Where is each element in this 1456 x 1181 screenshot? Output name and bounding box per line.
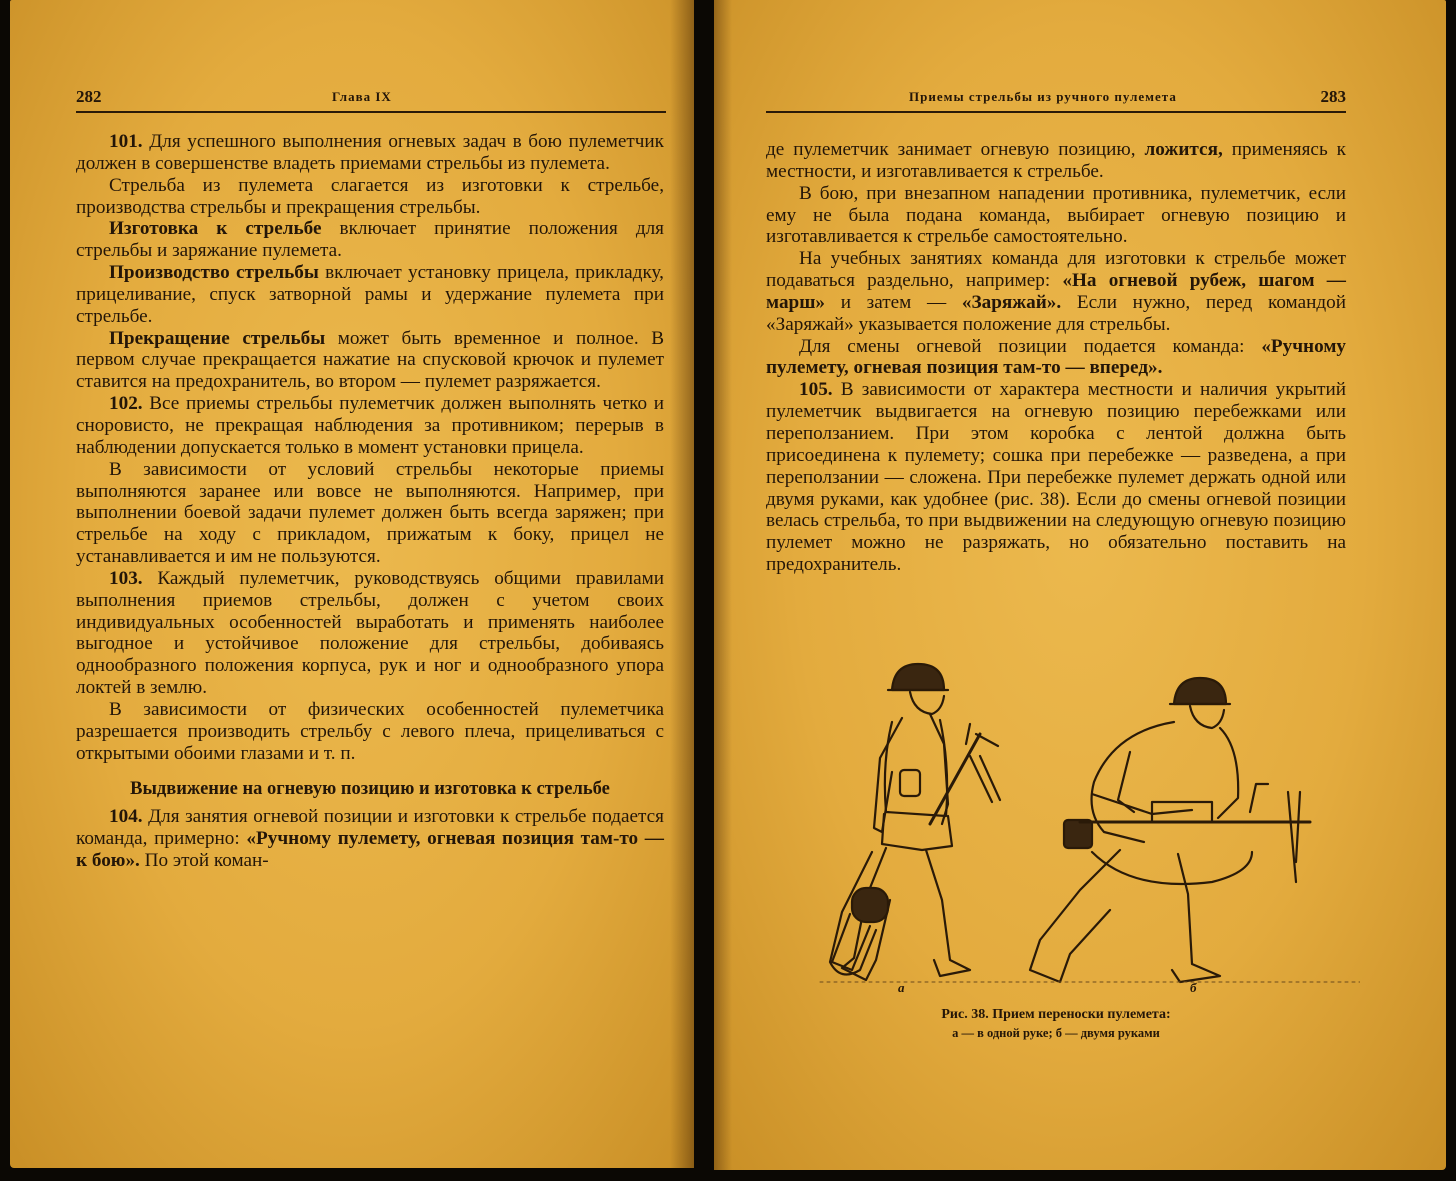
paragraph-text: Для смены огневой позиции подается команда: (799, 335, 1262, 357)
paragraph-text: де пулеметчик занимает огневую позицию, (766, 139, 1145, 160)
paragraph-number: 101. (109, 131, 143, 152)
paragraph-text: применяясь к местности, и изготавливается к стрельбе. (766, 139, 1346, 182)
gutter-shadow (670, 0, 694, 1168)
command-text: «Ручному пулемету, огневая позиция там-то — вперед». (766, 335, 1346, 379)
caption-title: Рис. 38. Прием переноски пулемета: (941, 1007, 1171, 1022)
figure-label-b: б (1190, 980, 1197, 995)
paragraph-105 (766, 379, 1346, 576)
paragraph-text: В зависимости от характера местности и наличия укрытий пулеметчик выдвигается на огневую позицию перебежками или переползанием. При этом коробка с лентой должна быть присоединена к пулемету; сошка при перебежке — разведена, а при переползании — сложена. При перебежке пулемет держать одной или двумя руками, как удобнее (рис. 38). Если до смены огневой позиции велась стрельба, то при выдвижении на следующую огневую позицию пулемет можно не разряжать, но обязательно поставить на предохранитель. (766, 379, 1346, 576)
paragraph-text: На учебных занятиях команда для изготовки к стрельбе может подаваться раздельно, например: (766, 248, 1346, 292)
paragraph-101 (76, 131, 664, 175)
right-page (714, 0, 1446, 1170)
paragraph-text: Каждый пулеметчик, руководствуясь общими правилами выполнения приемов стрельбы, должен с учетом своих индивидуальных особенностей выработать и применять наиболее выгодное и устойчивое положение для стрельбы, добиваясь однообразного положения корпуса, рук и ног и однообразного упора локтей в землю. (76, 567, 664, 699)
paragraph-number: 104. (109, 806, 143, 828)
term: Прекращение стрельбы (109, 327, 326, 349)
paragraph-text: Для занятия огневой позиции и изготовки к стрельбе подается команда, примерно: (76, 806, 664, 850)
command-text: «Ручному пулемету, огневая позиция там-то — к бою». (76, 828, 664, 872)
left-running-head (76, 85, 666, 113)
section-running-title: Приемы стрельбы из ручного пулемета (909, 89, 1177, 104)
paragraph-text: включает принятие положения для стрельбы и заряжание пулемета. (76, 218, 664, 262)
figure-label-a: а (898, 980, 905, 995)
caption-subtitle: а — в одной руке; б — двумя руками (952, 1026, 1160, 1040)
paragraph-text: и затем — (825, 291, 962, 313)
command-text: «На огневой рубеж, шагом — марш» (766, 270, 1346, 313)
section-heading: Выдвижение на огневую позицию и изготовка к стрельбе (130, 779, 610, 800)
term: Изготовка к стрельбе (109, 218, 322, 240)
paragraph (766, 336, 1346, 380)
paragraph-104 (76, 806, 664, 872)
paragraph-text: Все приемы стрельбы пулеметчик должен выполнять четко и сноровисто, не прекращая наблюдения за противником; перерыв в наблюдении допускается только в момент установки прицела. (76, 393, 664, 458)
paragraph (766, 248, 1346, 335)
command-text: «Заряжай». (961, 291, 1062, 313)
right-body-text (766, 139, 1346, 576)
paragraph (76, 262, 664, 328)
page-number: 282 (76, 87, 102, 106)
paragraph: Стрельба из пулемета слагается из изготовки к стрельбе, производства стрельбы и прекращения стрельбы. (76, 174, 664, 218)
machine-gunner-drawing (780, 652, 1360, 997)
left-body-text (76, 131, 664, 872)
paragraph-text: Если нужно, перед командой «Заряжай» указывается положение для стрельбы. (766, 291, 1346, 335)
paragraph-text: Для успешного выполнения огневых задач в бою пулеметчик должен в совершенстве владеть приемами стрельбы из пулемета. (76, 131, 664, 174)
soldier-one-hand-icon (830, 664, 1000, 980)
paragraph-number: 103. (109, 567, 143, 589)
page-number: 283 (1320, 87, 1346, 106)
paragraph-102 (76, 393, 664, 459)
paragraph-text: включает установку прицела, прикладку, прицеливание, спуск затворной рамы и удержание пулемета при стрельбе. (76, 262, 664, 327)
paragraph: В зависимости от условий стрельбы некоторые приемы выполняются заранее или вовсе не выполняются. Например, при выполнении боевой задачи пулемет должен быть всегда заряжен; при стрельбе на ходу с прикладом, прижатым к боку, прицел не устанавливается и им не пользуются. (76, 458, 664, 568)
paragraph-text: По этой коман- (139, 850, 269, 872)
paragraph: В зависимости от физических особенностей пулеметчика разрешается производить стрельбу с левого плеча, прицеливаться с открытыми обоими глазами и т. п. (76, 698, 664, 764)
paragraph: В бою, при внезапном нападении противника, пулеметчик, если ему не была подана команда, выбирает огневую позицию и изготавливается к стрельбе самостоятельно. (766, 182, 1346, 248)
paragraph-number: 105. (799, 379, 833, 401)
paragraph-continued (766, 139, 1346, 183)
paragraph (76, 328, 664, 394)
right-running-head (766, 85, 1346, 113)
paragraph (76, 218, 664, 262)
emphasis: ложится, (1144, 139, 1223, 160)
figure-38-illustration (780, 652, 1360, 997)
left-page (10, 0, 694, 1168)
term: Производство стрельбы (109, 262, 319, 284)
soldier-two-hands-icon (1030, 678, 1310, 982)
gutter-shadow (714, 0, 732, 1170)
paragraph-number: 102. (109, 393, 143, 415)
figure-caption (766, 1005, 1346, 1043)
paragraph-text: может быть временное и полное. В первом случае прекращается нажатие на спусковой крючок и пулемет ставится на предохранитель, во втором — пулемет разряжается. (76, 327, 664, 393)
paragraph-103 (76, 568, 664, 699)
chapter-title: Глава IX (332, 89, 392, 104)
